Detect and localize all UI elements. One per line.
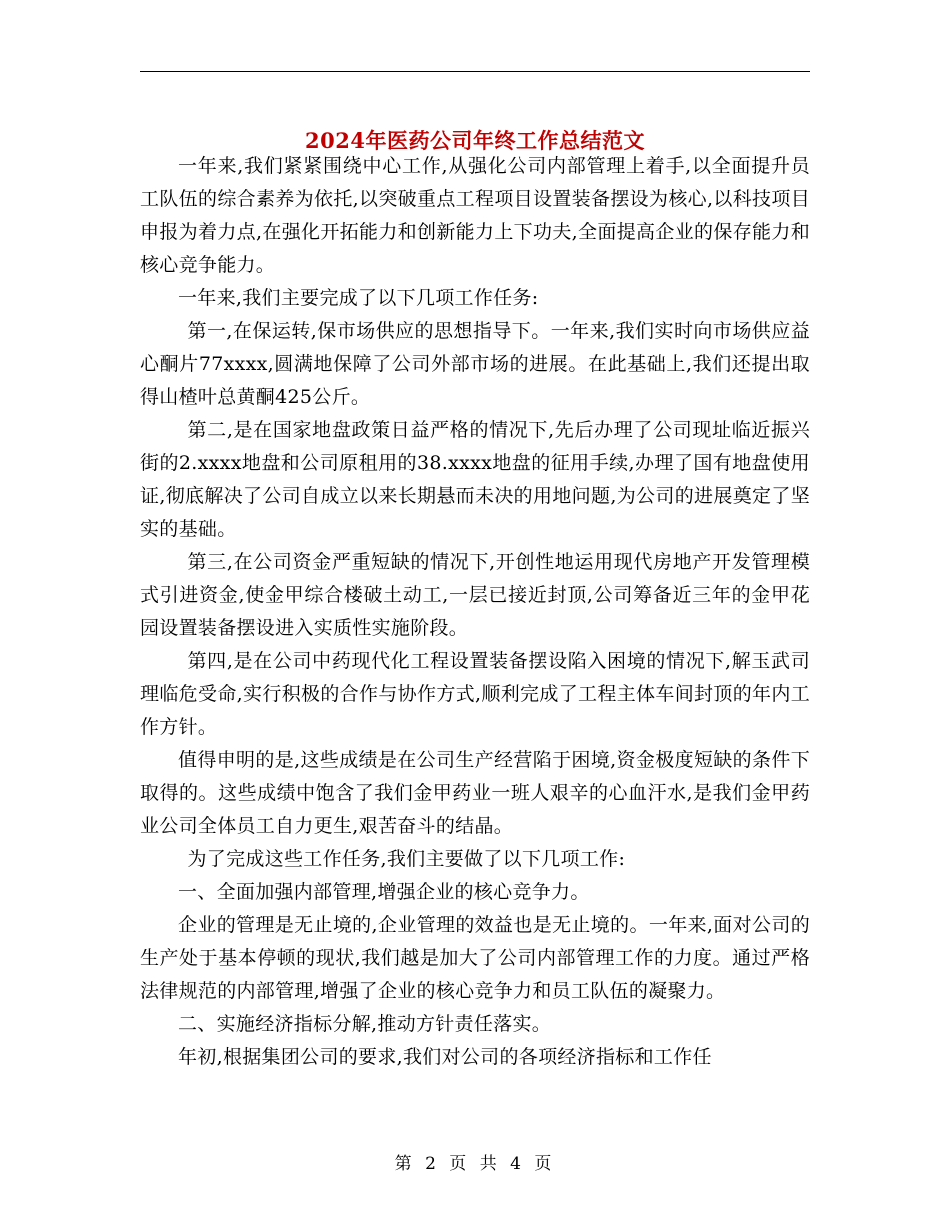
document-title: 2024年医药公司年终工作总结范文 (305, 128, 645, 154)
section-heading-2: 二、实施经济指标分解,推动方针责任落实。 (178, 1013, 552, 1035)
document-body (140, 150, 810, 1074)
paragraph-second: 第二,是在国家地盘政策日益严格的情况下,先后办理了公司现址临近振兴街的2.xxxx地盘和公司原租用的38.xxxx地盘的征用手续,办理了国有地盘使用证,彻底解决了公司自成立以来长期悬而未决的用地问题,为公司的进展奠定了坚实的基础。 (140, 419, 810, 540)
paragraph-management: 企业的管理是无止境的,企业管理的效益也是无止境的。一年来,面对公司的生产处于基本停顿的现状,我们越是加大了公司内部管理工作的力度。通过严格法律规范的内部管理,增强了企业的核心竞争力和员工队伍的凝聚力。 (140, 914, 810, 1002)
paragraph-achievements: 值得申明的是,这些成绩是在公司生产经营陷于困境,资金极度短缺的条件下取得的。这些成绩中饱含了我们金甲药业一班人艰辛的心血汗水,是我们金甲药业公司全体员工自力更生,艰苦奋斗的结晶。 (140, 749, 810, 837)
paragraph-third: 第三,在公司资金严重短缺的情况下,开创性地运用现代房地产开发管理模式引进资金,使金甲综合楼破土动工,一层已接近封顶,公司筹备近三年的金甲花园设置装备摆设进入实质性实施阶段。 (140, 551, 810, 639)
page-footer: 第 2 页 共 4 页 (394, 1154, 556, 1174)
paragraph-intro: 一年来,我们紧紧围绕中心工作,从强化公司内部管理上着手,以全面提升员工队伍的综合素养为依托,以突破重点工程项目设置装备摆设为核心,以科技项目申报为着力点,在强化开拓能力和创新能力上下功夫,全面提高企业的保存能力和核心竞争能力。 (140, 155, 810, 276)
paragraph-fourth: 第四,是在公司中药现代化工程设置装备摆设陷入困境的情况下,解玉武司理临危受命,实行积极的合作与协作方式,顺利完成了工程主体车间封顶的年内工作方针。 (140, 650, 810, 738)
section-heading-1: 一、全面加强内部管理,增强企业的核心竞争力。 (178, 881, 590, 903)
paragraph-work-items-intro: 为了完成这些工作任务,我们主要做了以下几项工作: (187, 848, 626, 870)
paragraph-first: 第一,在保运转,保市场供应的思想指导下。一年来,我们实时向市场供应益心酮片77xxxx,圆满地保障了公司外部市场的进展。在此基础上,我们还提出取得山楂叶总黄酮425公斤。 (140, 320, 810, 408)
paragraph-task-summary: 一年来,我们主要完成了以下几项工作任务: (178, 287, 539, 309)
paragraph-year-start: 年初,根据集团公司的要求,我们对公司的各项经济指标和工作任 (178, 1046, 712, 1068)
header-rule (140, 71, 810, 72)
